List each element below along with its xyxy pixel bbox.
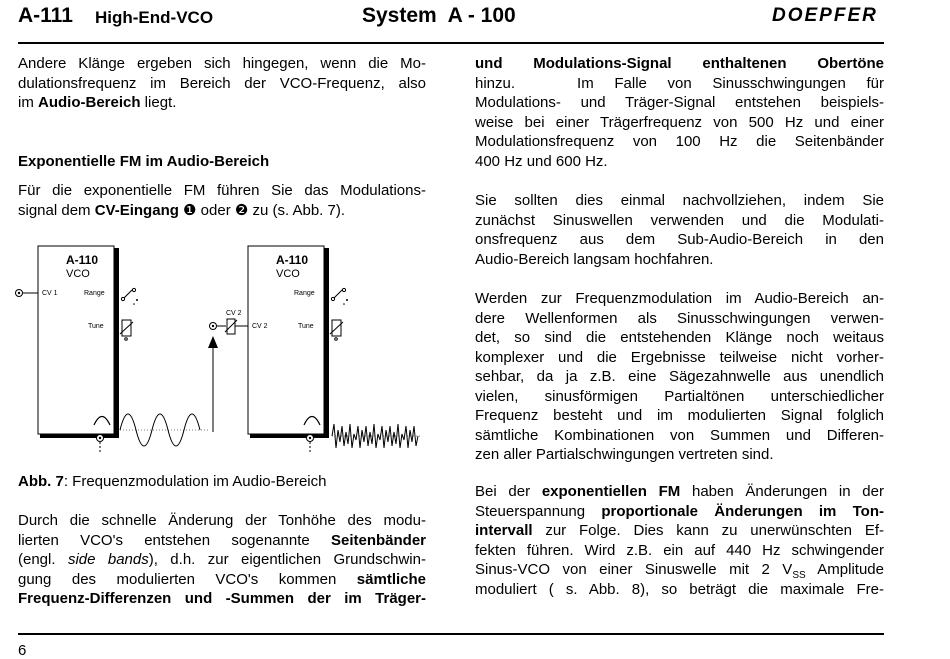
- text-line: hinzu. Im Falle von Sinusschwingungen für: [475, 74, 884, 92]
- range-label: Range: [84, 290, 105, 297]
- text-line: Modulations- und Träger-Signal entstehen beispiels-: [475, 94, 884, 111]
- module-name: A-110: [276, 253, 309, 267]
- text-line: lierten VCO's entstehen sogenannte Seitenbänder: [18, 531, 426, 549]
- left-column: [18, 54, 426, 113]
- right-para-1: [475, 54, 884, 171]
- vco-module-1: [38, 246, 138, 438]
- text-line: Andere Klänge ergeben sich hingegen, wenn die Mo-: [18, 55, 426, 72]
- figure-fm-patch: [10, 240, 430, 458]
- text-line: 400 Hz und 600 Hz.: [475, 152, 608, 170]
- text-line: Durch die schnelle Änderung der Tonhöhe des modu-: [18, 512, 426, 529]
- text-line: Modulationsfrequenz von 100 Hz die Seitenbänder: [475, 133, 884, 150]
- text-line: zunächst Sinuswellen verwenden und die Modulati-: [475, 211, 884, 229]
- text-line: fekten führen. Wird z.B. ein auf 440 Hz schwingender: [475, 541, 884, 559]
- range-label: Range: [294, 290, 315, 297]
- right-para-3: [475, 289, 884, 465]
- text-line: (engl. side bands), d.h. zur eigentlichen Grundschwin-: [18, 551, 426, 568]
- text-line: signal dem CV-Eingang ❶ oder ❷ zu (s. Abb. 7).: [18, 201, 346, 219]
- vco-module-2: [248, 246, 348, 438]
- header-system-title: System A - 100: [362, 4, 516, 27]
- text-line: sämtliche Kombinationen von Summen und Differen-: [475, 426, 884, 444]
- text-line: Steuerspannung proportionale Änderungen im Ton-: [475, 502, 884, 520]
- text-line: vielen, sinusförmigen Partialtönen unterschiedlicher: [475, 387, 884, 405]
- cv1-jack: [16, 290, 39, 297]
- right-para-4: [475, 482, 884, 599]
- text-line: dere Wellenformen als Sinusschwingungen verwen-: [475, 309, 884, 327]
- module-name: A-110: [66, 253, 99, 267]
- text-line: dulationsfrequenz im Bereich der VCO-Frequenz, also: [18, 74, 426, 92]
- text-line: Werden zur Frequenzmodulation im Audio-Bereich an-: [475, 290, 884, 307]
- figure-caption: Abb. 7: Frequenzmodulation im Audio-Bereich: [18, 473, 327, 490]
- header-model: A-111: [18, 4, 73, 27]
- text-line: intervall zur Folge. Dies kann zu unerwünschten Ef-: [475, 522, 884, 539]
- text-line: sehbar, da ja z.B. eine Sägezahnwelle aus unendlich: [475, 368, 884, 385]
- module-type: VCO: [276, 268, 300, 280]
- cv1-label: CV 1: [42, 290, 58, 297]
- text-line: im Audio-Bereich liegt.: [18, 94, 177, 111]
- left-para-3: [18, 511, 426, 609]
- vco2-output-jack: [307, 435, 314, 453]
- text-line: gung des modulierten VCO's kommen sämtliche: [18, 570, 426, 588]
- cv2-label: CV 2: [226, 310, 242, 317]
- page-number: 6: [18, 642, 27, 659]
- left-para-2: [18, 181, 426, 220]
- text-line: Frequenz-Differenzen und -Summen der im Träger-: [18, 590, 426, 607]
- text-line: Für die exponentielle FM führen Sie das Modulations-: [18, 182, 426, 199]
- left-heading: Exponentielle FM im Audio-Bereich: [18, 153, 270, 170]
- header-rule: [18, 42, 884, 44]
- text-line: Sie sollten dies einmal nachvollziehen, indem Sie: [475, 192, 884, 209]
- cv2-label: CV 2: [252, 323, 268, 330]
- doepfer-logo: DOEPFER: [772, 5, 878, 26]
- text-line: Audio-Bereich langsam hochfahren.: [475, 250, 714, 268]
- text-line: weise bei einer Trägerfrequenz von 500 Hz und einer: [475, 113, 884, 131]
- footer-rule: [18, 633, 884, 635]
- text-line: onsfrequenz aus dem Sub-Audio-Bereich in den: [475, 231, 884, 248]
- cv2-jack: [210, 310, 249, 334]
- right-para-2: [475, 191, 884, 269]
- text-line: zen aller Partialschwingungen vertreten sind.: [475, 446, 774, 463]
- text-line: und Modulations-Signal enthaltenen Obertöne: [475, 55, 884, 72]
- text-line: Frequenz besteht und im modulierten Signal folglich: [475, 407, 884, 424]
- left-para-1: [18, 54, 426, 113]
- text-line: Sinus-VCO von einer Sinuswelle mit 2 $V_{SS}$ Amplitude: [475, 561, 884, 580]
- vco1-output-jack: [97, 435, 104, 453]
- module-type: VCO: [66, 268, 90, 280]
- tune-label: Tune: [88, 323, 104, 330]
- text-line: det, so sind die entstehenden Klänge noch weitaus: [475, 329, 884, 346]
- tune-label: Tune: [298, 323, 314, 330]
- text-line: Bei der exponentiellen FM haben Änderungen in der: [475, 483, 884, 500]
- text-line: moduliert ( s. Abb. 8), so beträgt die maximale Fre-: [475, 580, 884, 598]
- header-product-name: High-End-VCO: [95, 8, 214, 27]
- text-line: komplexer und die Ergebnisse teilweise nicht vorher-: [475, 348, 884, 366]
